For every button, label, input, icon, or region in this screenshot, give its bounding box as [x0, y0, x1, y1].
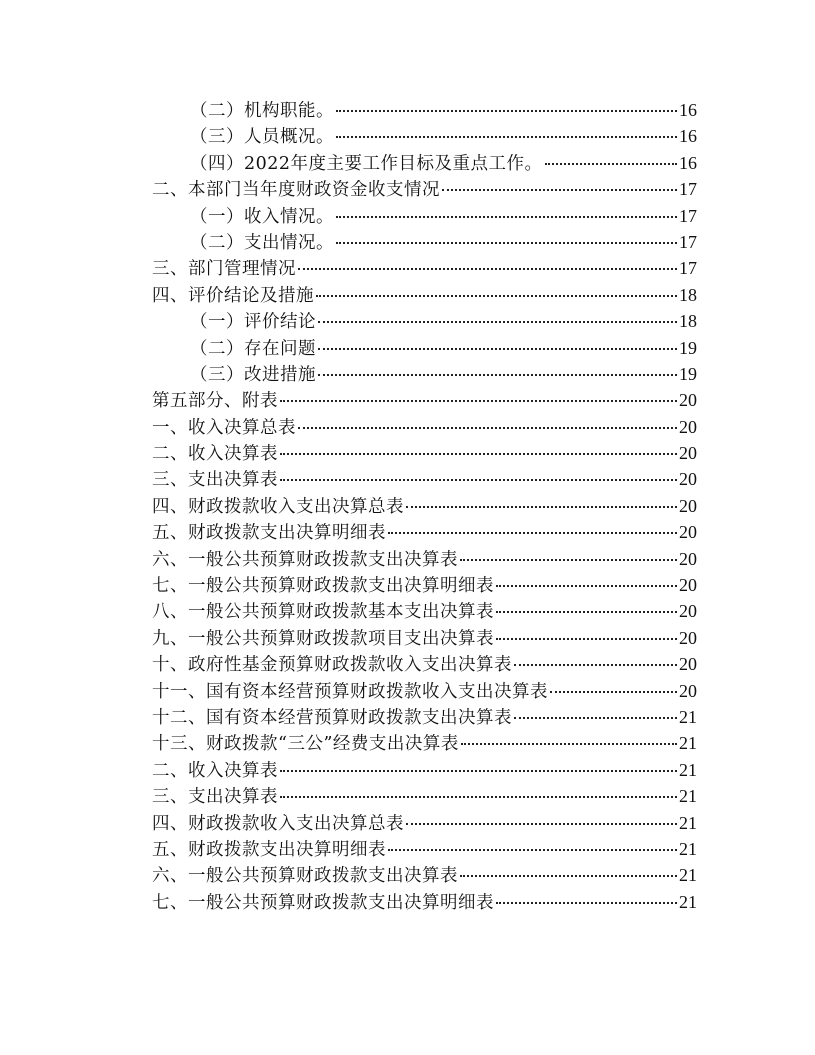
- toc-entry[interactable]: [152, 862, 697, 888]
- toc-entry-page-number: 19: [679, 363, 697, 384]
- toc-entry-title: 五、财政拨款支出决算明细表: [152, 839, 386, 860]
- toc-entry-title: 六、一般公共预算财政拨款支出决算表: [152, 866, 458, 887]
- toc-entry-page-number: 20: [679, 654, 697, 675]
- toc-entry[interactable]: [152, 810, 697, 836]
- toc-entry-title: 十一、国有资本经营预算财政拨款收入支出决算表: [152, 681, 548, 702]
- toc-entry[interactable]: [152, 176, 697, 202]
- toc-dot-leader: [514, 663, 677, 666]
- toc-entry-page-number: 17: [679, 179, 697, 200]
- toc-entry[interactable]: [152, 704, 697, 730]
- toc-entry-page-number: 16: [679, 126, 697, 147]
- toc-entry[interactable]: [152, 625, 697, 651]
- toc-entry-page-number: 20: [679, 627, 697, 648]
- toc-entry-page-number: 17: [679, 231, 697, 252]
- toc-dot-leader: [318, 320, 677, 323]
- toc-dot-leader: [316, 294, 677, 297]
- toc-entry[interactable]: [152, 730, 697, 756]
- toc-entry[interactable]: [152, 229, 697, 255]
- toc-dot-leader: [280, 399, 677, 402]
- toc-entry-page-number: 21: [679, 706, 697, 727]
- toc-entry[interactable]: [152, 493, 697, 519]
- toc-entry-page-number: 21: [679, 759, 697, 780]
- toc-dot-leader: [442, 188, 677, 191]
- toc-entry-page-number: 17: [679, 205, 697, 226]
- toc-entry-title: 四、评价结论及措施: [152, 285, 314, 306]
- toc-dot-leader: [336, 241, 677, 244]
- toc-entry-page-number: 20: [679, 522, 697, 543]
- toc-entry[interactable]: [152, 757, 697, 783]
- toc-dot-leader: [406, 505, 677, 508]
- toc-entry-title: 六、一般公共预算财政拨款支出决算表: [152, 549, 458, 570]
- toc-entry[interactable]: [152, 335, 697, 361]
- toc-entry-page-number: 21: [679, 812, 697, 833]
- toc-dot-leader: [318, 347, 677, 350]
- toc-dot-leader: [336, 109, 677, 112]
- toc-dot-leader: [280, 769, 677, 772]
- toc-dot-leader: [461, 742, 677, 745]
- toc-entry-page-number: 21: [679, 838, 697, 859]
- toc-entry[interactable]: [152, 598, 697, 624]
- toc-entry-page-number: 20: [679, 495, 697, 516]
- toc-entry[interactable]: [152, 387, 697, 413]
- toc-entry[interactable]: [152, 572, 697, 598]
- toc-entry[interactable]: [152, 255, 697, 281]
- toc-entry-page-number: 17: [679, 258, 697, 279]
- toc-entry-title: 四、财政拨款收入支出决算总表: [152, 496, 404, 517]
- toc-entry-page-number: 20: [679, 443, 697, 464]
- toc-entry[interactable]: [152, 150, 697, 176]
- toc-entry[interactable]: [152, 308, 697, 334]
- toc-dot-leader: [545, 162, 677, 165]
- toc-dot-leader: [298, 426, 677, 429]
- toc-entry[interactable]: [152, 783, 697, 809]
- toc-entry-title: （四）2022年度主要工作目标及重点工作。: [190, 153, 543, 174]
- toc-entry-page-number: 21: [679, 733, 697, 754]
- toc-entry-page-number: 20: [679, 469, 697, 490]
- toc-entry-title: 九、一般公共预算财政拨款项目支出决算表: [152, 628, 494, 649]
- toc-dot-leader: [496, 901, 677, 904]
- toc-entry-title: 一、收入决算总表: [152, 417, 296, 438]
- toc-dot-leader: [460, 874, 677, 877]
- toc-entry-title: 七、一般公共预算财政拨款支出决算明细表: [152, 892, 494, 913]
- toc-entry-page-number: 19: [679, 337, 697, 358]
- toc-entry-title: 十三、财政拨款“三公”经费支出决算表: [152, 734, 459, 755]
- toc-dot-leader: [318, 373, 677, 376]
- toc-entry[interactable]: [152, 546, 697, 572]
- toc-entry-title: （二）存在问题: [190, 338, 316, 359]
- toc-dot-leader: [406, 822, 677, 825]
- toc-dot-leader: [298, 267, 677, 270]
- toc-dot-leader: [388, 848, 677, 851]
- toc-entry-page-number: 16: [679, 100, 697, 120]
- toc-entry-title: （一）评价结论: [190, 312, 316, 333]
- toc-dot-leader: [550, 690, 677, 693]
- toc-dot-leader: [280, 478, 677, 481]
- toc-entry-page-number: 18: [679, 311, 697, 332]
- toc-entry-title: 第五部分、附表: [152, 391, 278, 412]
- toc-entry-title: 三、支出决算表: [152, 787, 278, 808]
- toc-entry-page-number: 21: [679, 865, 697, 886]
- toc-entry-title: （二）支出情况。: [190, 232, 334, 253]
- toc-entry[interactable]: [152, 519, 697, 545]
- toc-entry-page-number: 20: [679, 548, 697, 569]
- toc-entry-title: 四、财政拨款收入支出决算总表: [152, 813, 404, 834]
- toc-entry[interactable]: [152, 361, 697, 387]
- toc-entry[interactable]: [152, 440, 697, 466]
- toc-dot-leader: [388, 531, 677, 534]
- toc-entry-page-number: 21: [679, 891, 697, 912]
- toc-entry[interactable]: [152, 414, 697, 440]
- toc-entry[interactable]: [152, 203, 697, 229]
- toc-dot-leader: [496, 637, 677, 640]
- toc-entry-title: 十二、国有资本经营预算财政拨款支出决算表: [152, 707, 512, 728]
- toc-dot-leader: [496, 610, 677, 613]
- toc-entry-title: 三、部门管理情况: [152, 259, 296, 280]
- toc-dot-leader: [514, 716, 677, 719]
- toc-entry-page-number: 16: [679, 152, 697, 173]
- table-of-contents: [152, 97, 697, 915]
- toc-entry-title: （一）收入情况。: [190, 206, 334, 227]
- toc-entry[interactable]: [152, 282, 697, 308]
- toc-dot-leader: [336, 215, 677, 218]
- toc-entry[interactable]: [152, 651, 697, 677]
- toc-entry-title: 二、收入决算表: [152, 760, 278, 781]
- toc-entry[interactable]: [152, 466, 697, 492]
- toc-dot-leader: [336, 135, 677, 138]
- toc-entry[interactable]: [152, 836, 697, 862]
- toc-entry-page-number: 20: [679, 416, 697, 437]
- toc-entry-title: （三）人员概况。: [190, 127, 334, 148]
- toc-entry-title: 二、本部门当年度财政资金收支情况: [152, 180, 440, 201]
- toc-entry-title: 五、财政拨款支出决算明细表: [152, 523, 386, 544]
- toc-entry-title: （二）机构职能。: [190, 101, 334, 121]
- toc-dot-leader: [460, 558, 677, 561]
- toc-entry-page-number: 20: [679, 575, 697, 596]
- toc-entry-page-number: 20: [679, 601, 697, 622]
- toc-entry-page-number: 20: [679, 680, 697, 701]
- toc-entry[interactable]: [152, 123, 697, 149]
- toc-entry[interactable]: [152, 889, 697, 915]
- toc-entry-page-number: 21: [679, 786, 697, 807]
- toc-dot-leader: [496, 584, 677, 587]
- toc-dot-leader: [280, 795, 677, 798]
- toc-entry-title: 七、一般公共预算财政拨款支出决算明细表: [152, 576, 494, 597]
- toc-entry[interactable]: [152, 97, 697, 123]
- toc-entry-title: 三、支出决算表: [152, 470, 278, 491]
- toc-entry-title: 十、政府性基金预算财政拨款收入支出决算表: [152, 655, 512, 676]
- toc-dot-leader: [280, 452, 677, 455]
- toc-entry[interactable]: [152, 678, 697, 704]
- toc-entry-title: 八、一般公共预算财政拨款基本支出决算表: [152, 602, 494, 623]
- toc-entry-page-number: 18: [679, 284, 697, 305]
- toc-entry-title: 二、收入决算表: [152, 444, 278, 465]
- toc-entry-title: （三）改进措施: [190, 364, 316, 385]
- toc-entry-page-number: 20: [679, 390, 697, 411]
